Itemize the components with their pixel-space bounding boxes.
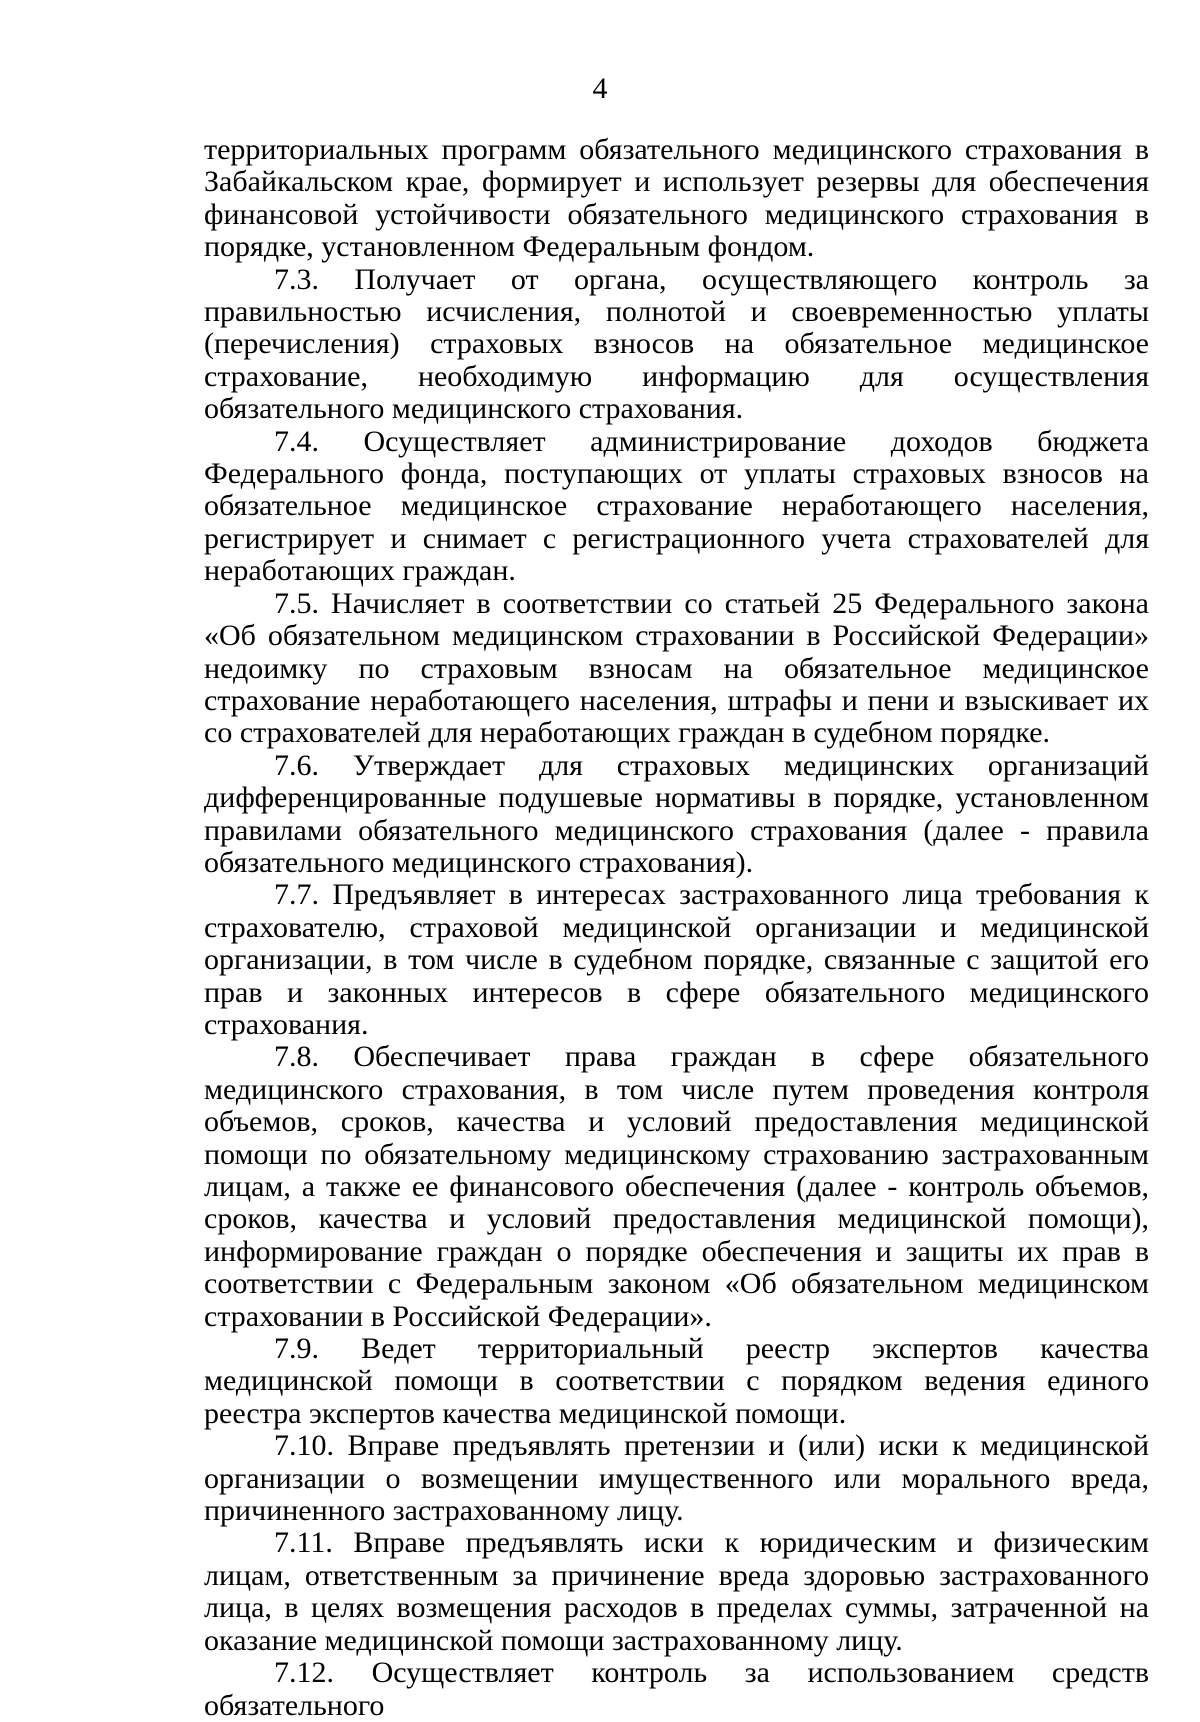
paragraph-7-12: 7.12. Осуществляет контроль за использованием средств обязательного (204, 1656, 1149, 1722)
page-number: 4 (592, 72, 608, 105)
paragraph-7-8: 7.8. Обеспечивает права граждан в сфере обязательного медицинского страхования, в том числе путем проведения контроля объемов, сроков, качества и условий предоставления медицинской помощи по обязательному медицинскому страхованию застрахованным лицам, а также ее финансового обеспечения (далее - контроль объемов, сроков, качества и условий предоставления медицинской помощи), информирование граждан о порядке обеспечения и защиты их прав в соответствии с Федеральным законом «Об обязательном медицинском страховании в Российской Федерации». (204, 1040, 1149, 1333)
paragraph-7-10: 7.10. Вправе предъявлять претензии и (или) иски к медицинской организации о возмещении имущественного или морального вреда, причиненного застрахованному лицу. (204, 1429, 1149, 1528)
paragraph-7-7: 7.7. Предъявляет в интересах застрахованного лица требования к страхователю, страховой медицинской организации и медицинской организации, в том числе в судебном порядке, связанные с защитой его прав и законных интересов в сфере обязательного медицинского страхования. (204, 878, 1149, 1041)
paragraph-continuation: территориальных программ обязательного медицинского страхования в Забайкальском крае, формирует и использует резервы для обеспечения финансовой устойчивости обязательного медицинского страхования в порядке, установленном Федеральным фондом. (204, 133, 1149, 264)
paragraph-7-11: 7.11. Вправе предъявлять иски к юридическим и физическим лицам, ответственным за причинение вреда здоровью застрахованного лица, в целях возмещения расходов в пределах суммы, затраченной на оказание медицинской помощи застрахованному лицу. (204, 1526, 1149, 1657)
paragraph-7-3: 7.3. Получает от органа, осуществляющего контроль за правильностью исчисления, полнотой и своевременностью уплаты (перечисления) страховых взносов на обязательное медицинское страхование, необходимую информацию для осуществления обязательного медицинского страхования. (204, 262, 1149, 426)
paragraph-7-9: 7.9. Ведет территориальный реестр экспертов качества медицинской помощи в соответствии с порядком ведения единого реестра экспертов качества медицинской помощи. (204, 1332, 1149, 1430)
paragraph-7-4: 7.4. Осуществляет администрирование доходов бюджета Федерального фонда, поступающих от уплаты страховых взносов на обязательное медицинское страхование неработающего населения, регистрирует и снимает с регистрационного учета страхователей для неработающих граждан. (204, 424, 1149, 588)
paragraph-7-6: 7.6. Утверждает для страховых медицинских организаций дифференцированные подушевые нормативы в порядке, установленном правилами обязательного медицинского страхования (далее - правила обязательного медицинского страхования). (204, 748, 1149, 879)
paragraph-7-5: 7.5. Начисляет в соответствии со статьей 25 Федерального закона «Об обязательном медицинском страховании в Российской Федерации» недоимку по страховым взносам на обязательное медицинское страхование неработающего населения, штрафы и пени и взыскивает их со страхователей для неработающих граждан в судебном порядке. (204, 586, 1149, 750)
document-body (204, 134, 1149, 1722)
